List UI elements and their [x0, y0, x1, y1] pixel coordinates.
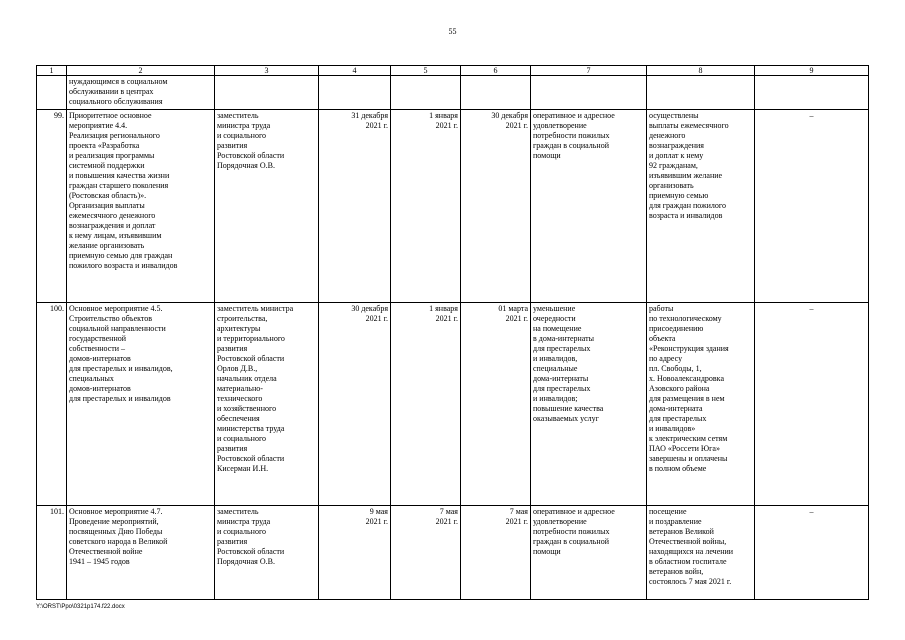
continuation-row	[37, 76, 869, 110]
row-number-cell	[37, 76, 67, 110]
actual-start-date-cell: 7 мая 2021 г.	[391, 506, 461, 600]
expected-result-cell: оперативное и адресное удовлетворение потребности пожилых граждан в социальной помощи	[531, 110, 647, 303]
row-number-cell: 99.	[37, 110, 67, 303]
column-number: 8	[647, 66, 755, 76]
table-row	[37, 110, 869, 303]
note-cell: –	[755, 506, 869, 600]
planned-end-date-cell: 31 декабря 2021 г.	[319, 110, 391, 303]
actual-start-date-cell: 1 января 2021 г.	[391, 110, 461, 303]
responsible-cell: заместитель министра труда и социального развития Ростовской области Порядочная О.В.	[215, 110, 319, 303]
empty-cell	[215, 76, 319, 110]
actual-start-date-cell: 1 января 2021 г.	[391, 303, 461, 506]
actual-end-date-cell: 30 декабря 2021 г.	[461, 110, 531, 303]
achieved-result-cell: работы по технологическому присоединению объекта «Реконструкция здания по адресу пл. Свободы, 1, х. Новоалександровка Азовского района для размещения в нем дома-интерната для престарелых и инвалидов» к электрическим сетям ПАО «Россети Юга» завершены и оплачены в полном объеме	[647, 303, 755, 506]
empty-cell	[647, 76, 755, 110]
actual-end-date-cell: 7 мая 2021 г.	[461, 506, 531, 600]
expected-result-cell: оперативное и адресное удовлетворение потребности пожилых граждан в социальной помощи	[531, 506, 647, 600]
document-file-path: Y:\ORST\Ppo\0321p174.f22.docx	[36, 604, 125, 610]
column-number: 9	[755, 66, 869, 76]
actual-end-date-cell: 01 марта 2021 г.	[461, 303, 531, 506]
responsible-cell: заместитель министра строительства, архитектуры и территориального развития Ростовской области Орлов Д.В., начальник отдела материально- технического и хозяйственного обеспечения министерства труда и социального развития Ростовской области Кисерман И.Н.	[215, 303, 319, 506]
empty-cell	[391, 76, 461, 110]
column-number: 6	[461, 66, 531, 76]
empty-cell	[319, 76, 391, 110]
column-number: 1	[37, 66, 67, 76]
achieved-result-cell: посещение и поздравление ветеранов Великой Отечественной войны, находящихся на лечении в областном госпитале ветеранов войн, состоялось 7 мая 2021 г.	[647, 506, 755, 600]
responsible-cell: заместитель министра труда и социального развития Ростовской области Порядочная О.В.	[215, 506, 319, 600]
row-number-cell: 100.	[37, 303, 67, 506]
column-number: 4	[319, 66, 391, 76]
column-number: 5	[391, 66, 461, 76]
planned-end-date-cell: 30 декабря 2021 г.	[319, 303, 391, 506]
note-cell: –	[755, 110, 869, 303]
expected-result-cell: уменьшение очередности на помещение в дома-интернаты для престарелых и инвалидов, специальные дома-интернаты для престарелых и инвалидов; повышение качества оказываемых услуг	[531, 303, 647, 506]
table-row	[37, 303, 869, 506]
activity-name-cell: Приоритетное основное мероприятие 4.4. Реализация регионального проекта «Разработка и реализация программы системной поддержки и повышения качества жизни граждан старшего поколения (Ростовская область)». Организация выплаты ежемесячного денежного вознаграждения и доплат к нему лицам, изъявившим желание организовать приемную семью для граждан пожилого возраста и инвалидов	[67, 110, 215, 303]
activity-table	[36, 65, 869, 600]
activity-name-cell: Основное мероприятие 4.5. Строительство объектов социальной направленности государственной собственности – домов-интернатов для престарелых и инвалидов, специальных домов-интернатов для престарелых и инвалидов	[67, 303, 215, 506]
planned-end-date-cell: 9 мая 2021 г.	[319, 506, 391, 600]
page-number: 55	[448, 27, 457, 36]
empty-cell	[461, 76, 531, 110]
column-number: 3	[215, 66, 319, 76]
column-number-row	[37, 66, 869, 76]
empty-cell	[531, 76, 647, 110]
table-row	[37, 506, 869, 600]
achieved-result-cell: осуществлены выплаты ежемесячного денежного вознаграждения и доплат к нему 92 гражданам, изъявившим желание организовать приемную семью для граждан пожилого возраста и инвалидов	[647, 110, 755, 303]
activity-name-cell: Основное мероприятие 4.7. Проведение мероприятий, посвященных Дню Победы советского народа в Великой Отечественной войне 1941 – 1945 годов	[67, 506, 215, 600]
row-number-cell: 101.	[37, 506, 67, 600]
column-number: 7	[531, 66, 647, 76]
column-number: 2	[67, 66, 215, 76]
activity-name-cell: нуждающимся в социальном обслуживании в центрах социального обслуживания	[67, 76, 215, 110]
empty-cell	[755, 76, 869, 110]
note-cell: –	[755, 303, 869, 506]
